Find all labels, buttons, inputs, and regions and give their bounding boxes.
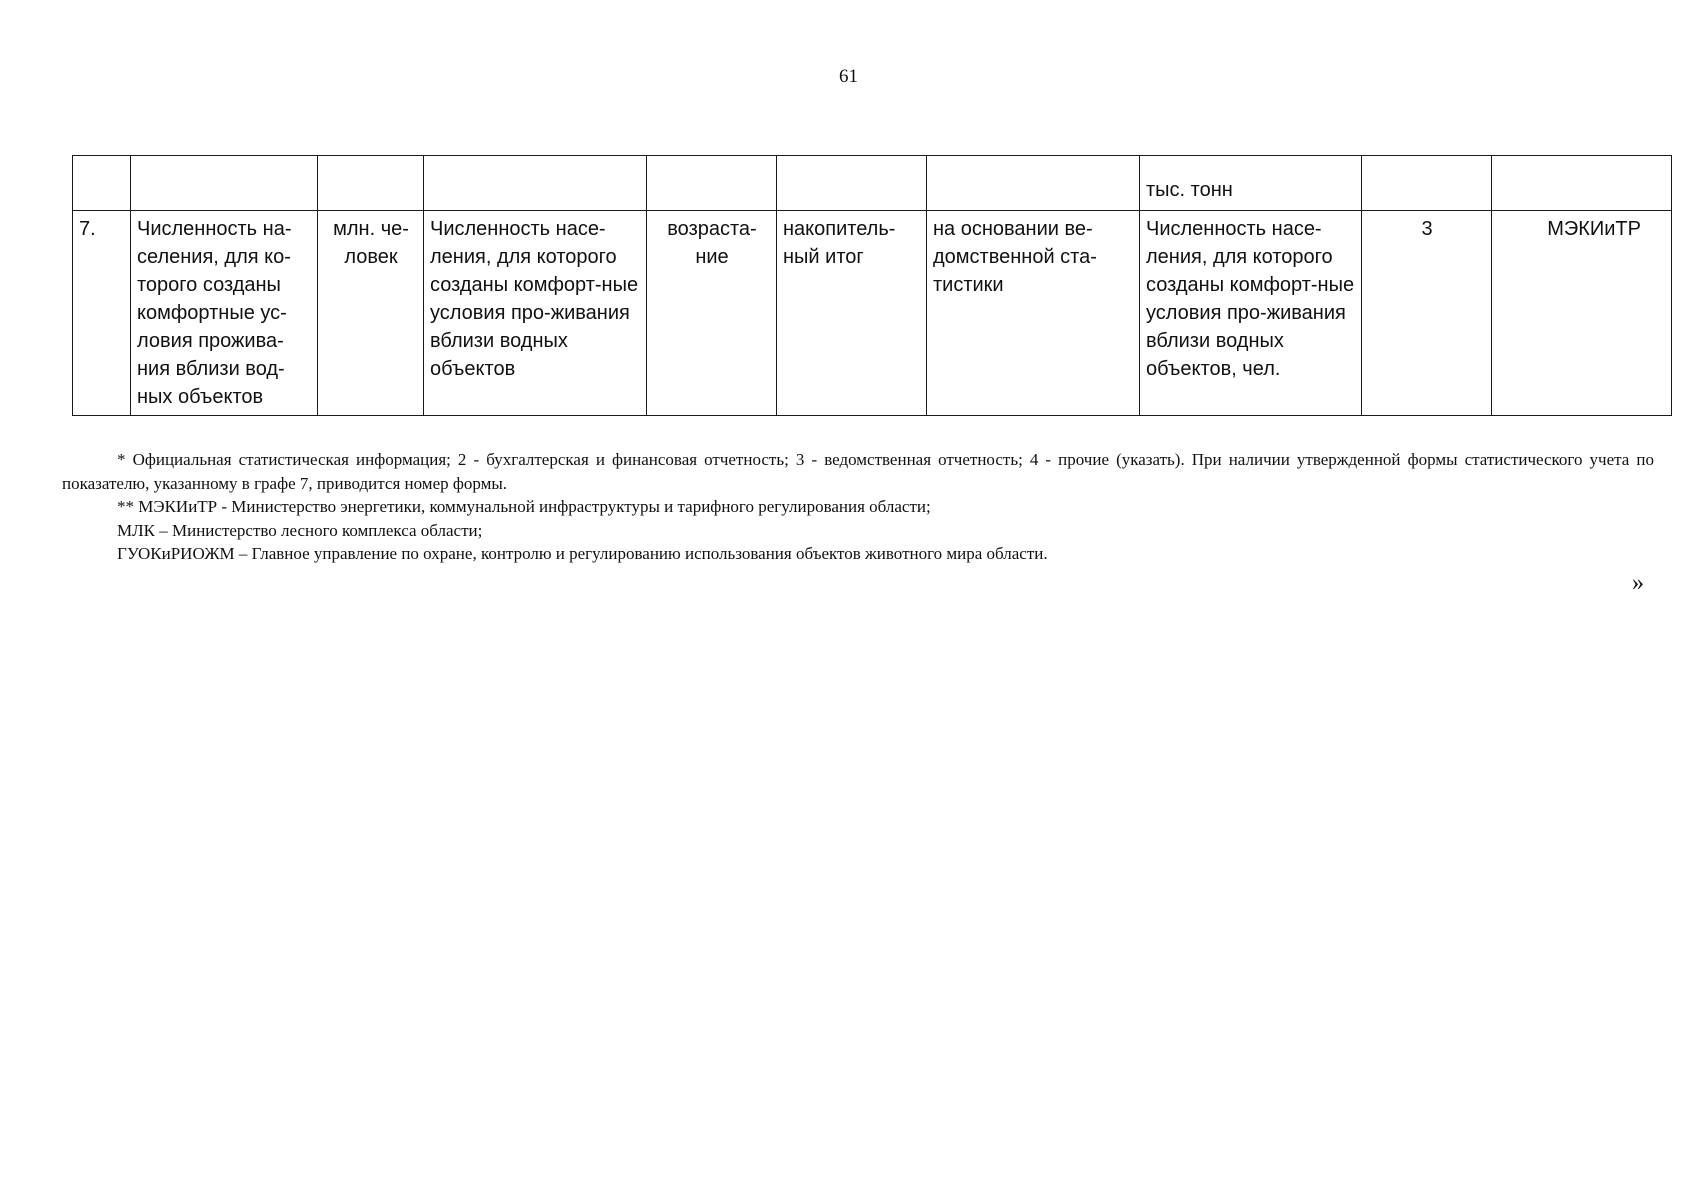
dynamics-cell: возраста-ние	[647, 211, 777, 416]
table-cell	[1362, 156, 1492, 211]
page-number: 61	[839, 66, 858, 87]
indicators-table	[72, 155, 1672, 416]
table-cell	[1492, 156, 1672, 211]
method-cell: накопитель-ный итог	[777, 211, 927, 416]
closing-quote-mark: »	[1632, 570, 1644, 596]
source-code-cell: 3	[1362, 211, 1492, 416]
responsible-cell: МЭКИиТР	[1492, 211, 1672, 416]
table-cell	[131, 156, 318, 211]
footnote-mlk: МЛК – Министерство лесного комплекса области;	[117, 520, 483, 540]
indicator-name-cell: Численность на-селения, для ко-торого созданы комфортные ус-ловия прожива-ния вблизи вод-ных объектов	[131, 211, 318, 416]
footnotes	[62, 448, 1654, 566]
table-cell	[927, 156, 1140, 211]
footnote-guokriozhm: ГУОКиРИОЖМ – Главное управление по охране, контролю и регулированию использования объектов животного мира области.	[117, 544, 1048, 563]
table-cell	[73, 156, 131, 211]
table-cell	[424, 156, 647, 211]
source-basis-cell: на основании ве-домственной ста-тистики	[927, 211, 1140, 416]
table-cell	[647, 156, 777, 211]
table-continuation-row	[73, 156, 1672, 211]
basic-indicator-cell: Численность насе-ления, для которого созданы комфорт-ные условия про-живания вблизи водных объектов, чел.	[1140, 211, 1362, 416]
table-row	[73, 211, 1672, 416]
table-cell: тыс. тонн	[1140, 156, 1362, 211]
table-cell	[318, 156, 424, 211]
table-cell	[777, 156, 927, 211]
row-number-cell: 7.	[73, 211, 131, 416]
definition-cell: Численность насе-ления, для которого созданы комфорт-ные условия про-живания вблизи водных объектов	[424, 211, 647, 416]
footnote-mekiitr: ** МЭКИиТР - Министерство энергетики, коммунальной инфраструктуры и тарифного регулирования области;	[117, 497, 931, 516]
footnote-statistics: * Официальная статистическая информация; 2 - бухгалтерская и финансовая отчетность; 3 - ведомственная отчетность; 4 - прочие (указать). При наличии утвержденной формы статистического учета по показателю, указанному в графе 7, приводится номер формы.	[62, 450, 1654, 493]
unit-cell: млн. че-ловек	[318, 211, 424, 416]
